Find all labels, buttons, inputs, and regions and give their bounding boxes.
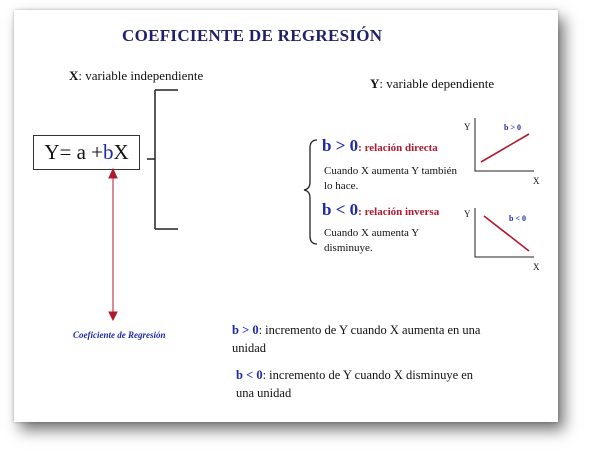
negative-label: : relación inversa: [358, 206, 440, 218]
x-variable-text: : variable independiente: [78, 68, 204, 83]
positive-description-2: lo hace.: [324, 180, 359, 192]
equation-suffix: X: [113, 140, 129, 164]
main-bracket: [147, 90, 178, 229]
pos-chart-tag: b > 0: [504, 123, 522, 132]
negative-mini-chart: [475, 208, 534, 257]
note-positive-b: b > 0: [232, 323, 259, 337]
negative-description-2: disminuye.: [324, 242, 373, 254]
diagram-graphics: [14, 10, 558, 422]
note-negative-b: b < 0: [236, 368, 263, 382]
equation-prefix: Y= a +: [44, 140, 103, 164]
relations-brace: [304, 140, 317, 244]
negative-condition: b < 0: [322, 200, 359, 219]
coefficient-label: Coeficiente de Regresión: [73, 330, 166, 340]
pos-chart-ylabel: Y: [464, 122, 471, 132]
slide-title: COEFICIENTE DE REGRESIÓN: [122, 26, 383, 45]
pos-chart-xlabel: X: [533, 176, 540, 186]
positive-mini-chart: [475, 118, 534, 171]
equation-b: b: [103, 140, 114, 164]
coefficient-arrow: [109, 169, 117, 320]
neg-chart-ylabel: Y: [464, 209, 471, 219]
positive-condition: b > 0: [322, 136, 359, 155]
x-symbol: X: [69, 68, 79, 83]
note-positive-text: : incremento de Y cuando X aumenta en una: [258, 323, 481, 337]
note-negative-line2: una unidad: [236, 386, 292, 400]
neg-chart-xlabel: X: [533, 262, 540, 272]
neg-chart-tag: b < 0: [509, 214, 527, 223]
positive-description-1: Cuando X aumenta Y también: [324, 165, 457, 177]
note-negative-text: : incremento de Y cuando X disminuye en: [262, 368, 474, 382]
positive-label: : relación directa: [358, 142, 438, 154]
note-positive-line2: unidad: [232, 341, 267, 355]
y-variable-text: : variable dependiente: [379, 76, 495, 91]
negative-description-1: Cuando X aumenta Y: [324, 227, 420, 239]
y-symbol: Y: [370, 76, 380, 91]
slide: [14, 10, 558, 422]
